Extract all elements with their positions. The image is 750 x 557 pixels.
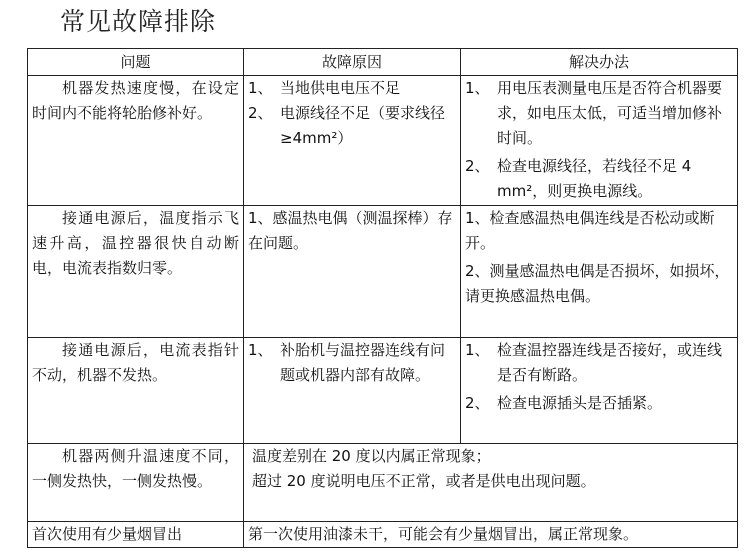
cause-cell — [244, 76, 461, 206]
answer-line: 温度差别在 20 度以内属正常现象； — [252, 447, 491, 465]
solution-item: 1、 检查温控器连线是否接好，或连线是否有断路。 — [465, 341, 723, 384]
problem-cell: 接通电源后，电流表指针不动，机器不发热。 — [28, 338, 244, 444]
solution-cell — [461, 206, 738, 338]
table-row — [28, 522, 738, 548]
cause-item: 1、 当地供电电压不足 — [248, 79, 401, 97]
solution-cell — [461, 338, 738, 444]
solution-item: 2、测量感温热电偶是否损坏，如损坏，请更换感温热电偶。 — [465, 262, 730, 305]
page-title: 常见故障排除 — [60, 7, 217, 36]
solution-item: 2、 检查电源插头是否插紧。 — [465, 394, 663, 412]
table-row — [28, 206, 738, 338]
answer-line: 超过 20 度说明电压不正常，或者是供电出现问题。 — [252, 472, 596, 490]
cause-item: 1、 补胎机与温控器连线有问题或机器内部有故障。 — [248, 341, 446, 384]
cause-cell — [244, 338, 461, 444]
problem-cell: 首次使用有少量烟冒出 — [28, 522, 244, 548]
cause-item: 2、 电源线径不足（要求线径≥4mm²） — [248, 104, 446, 147]
solution-item: 1、 用电压表测量电压是否符合机器要求，如电压太低，可适当增加修补时间。 — [465, 79, 723, 147]
cause-cell: 1、感温热电偶（测温探棒）存在问题。 — [244, 206, 461, 338]
header-problem: 问题 — [28, 49, 244, 76]
header-solution: 解决办法 — [461, 49, 738, 76]
merged-answer-cell: 第一次使用油漆未干，可能会有少量烟冒出，属正常现象。 — [244, 522, 738, 548]
solution-item: 2、 检查电源线径，若线径不足 4 mm²，则更换电源线。 — [465, 157, 692, 200]
table-row — [28, 444, 738, 522]
troubleshooting-table — [27, 48, 738, 548]
table-row — [28, 338, 738, 444]
problem-cell: 机器两侧升温速度不同，一侧发热快，一侧发热慢。 — [28, 444, 244, 522]
table-row — [28, 76, 738, 206]
header-cause: 故障原因 — [244, 49, 461, 76]
solution-cell — [461, 76, 738, 206]
table-header-row — [28, 49, 738, 76]
problem-cell: 机器发热速度慢，在设定时间内不能将轮胎修补好。 — [28, 76, 244, 206]
problem-cell: 接通电源后，温度指示飞速升高，温控器很快自动断电，电流表指数归零。 — [28, 206, 244, 338]
solution-item: 1、检查感温热电偶连线是否松动或断开。 — [465, 209, 715, 252]
merged-answer-cell — [244, 444, 738, 522]
